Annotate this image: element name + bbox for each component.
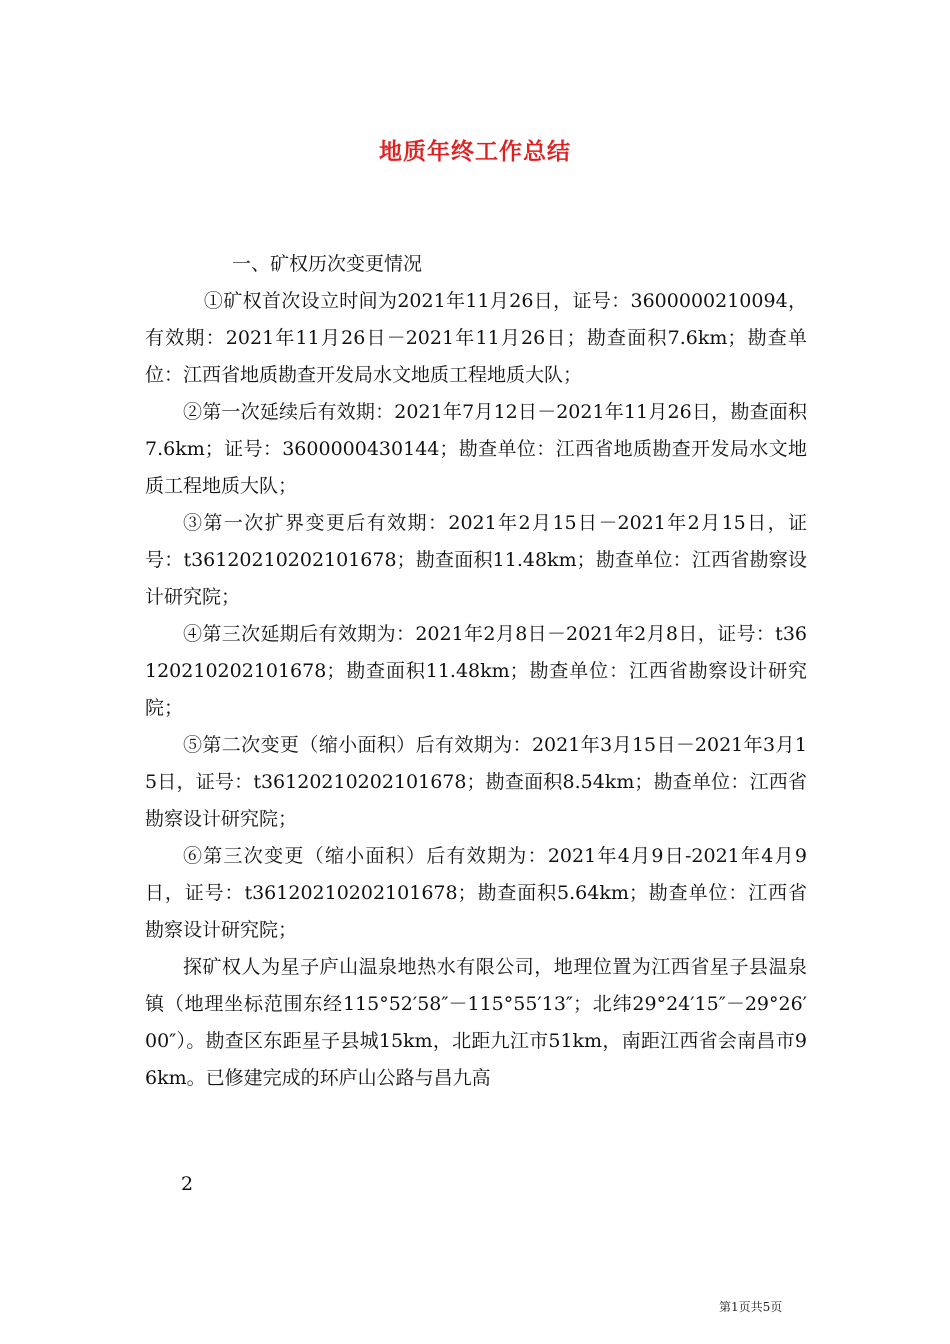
paragraph-5: ⑤第二次变更（缩小面积）后有效期为：2021年3月15日－2021年3月15日，证号：t36120210202101678；勘查面积8.54km；勘查单位：江西省勘察设计研究院； xyxy=(145,734,807,830)
paragraph-2: ②第一次延续后有效期：2021年7月12日－2021年11月26日，勘查面积7.6km；证号：3600000430144；勘查单位：江西省地质勘查开发局水文地质工程地质大队； xyxy=(145,401,807,497)
inline-page-number: 2 xyxy=(181,1173,194,1195)
paragraph-3: ③第一次扩界变更后有效期：2021年2月15日－2021年2月15日，证号：t36120210202101678；勘查面积11.48km；勘查单位：江西省勘察设计研究院； xyxy=(145,512,807,608)
paragraph-4: ④第三次延期后有效期为：2021年2月8日－2021年2月8日，证号：t36120210202101678；勘查面积11.48km；勘查单位：江西省勘察设计研究院； xyxy=(145,623,807,719)
paragraph-7: 探矿权人为星子庐山温泉地热水有限公司，地理位置为江西省星子县温泉镇（地理坐标范围东经115°52′58″－115°55′13″；北纬29°24′15″－29°26′00″）。勘查区东距星子县城15km，北距九江市51km，南距江西省会南昌市96km。已修建完成的环庐山公路与昌九高 xyxy=(145,956,807,1089)
body-text xyxy=(145,283,807,1097)
section-heading: 一、矿权历次变更情况 xyxy=(232,253,423,275)
paragraph-1: ①矿权首次设立时间为2021年11月26日，证号：3600000210094，有效期：2021年11月26日－2021年11月26日；勘查面积7.6km；勘查单位：江西省地质勘查开发局水文地质工程地质大队； xyxy=(145,290,807,386)
page-footer: 第1页共5页 xyxy=(719,1300,783,1314)
document-title: 地质年终工作总结 xyxy=(379,138,571,165)
paragraph-6: ⑥第三次变更（缩小面积）后有效期为：2021年4月9日-2021年4月9日，证号：t36120210202101678；勘查面积5.64km；勘查单位：江西省勘察设计研究院； xyxy=(145,845,807,941)
